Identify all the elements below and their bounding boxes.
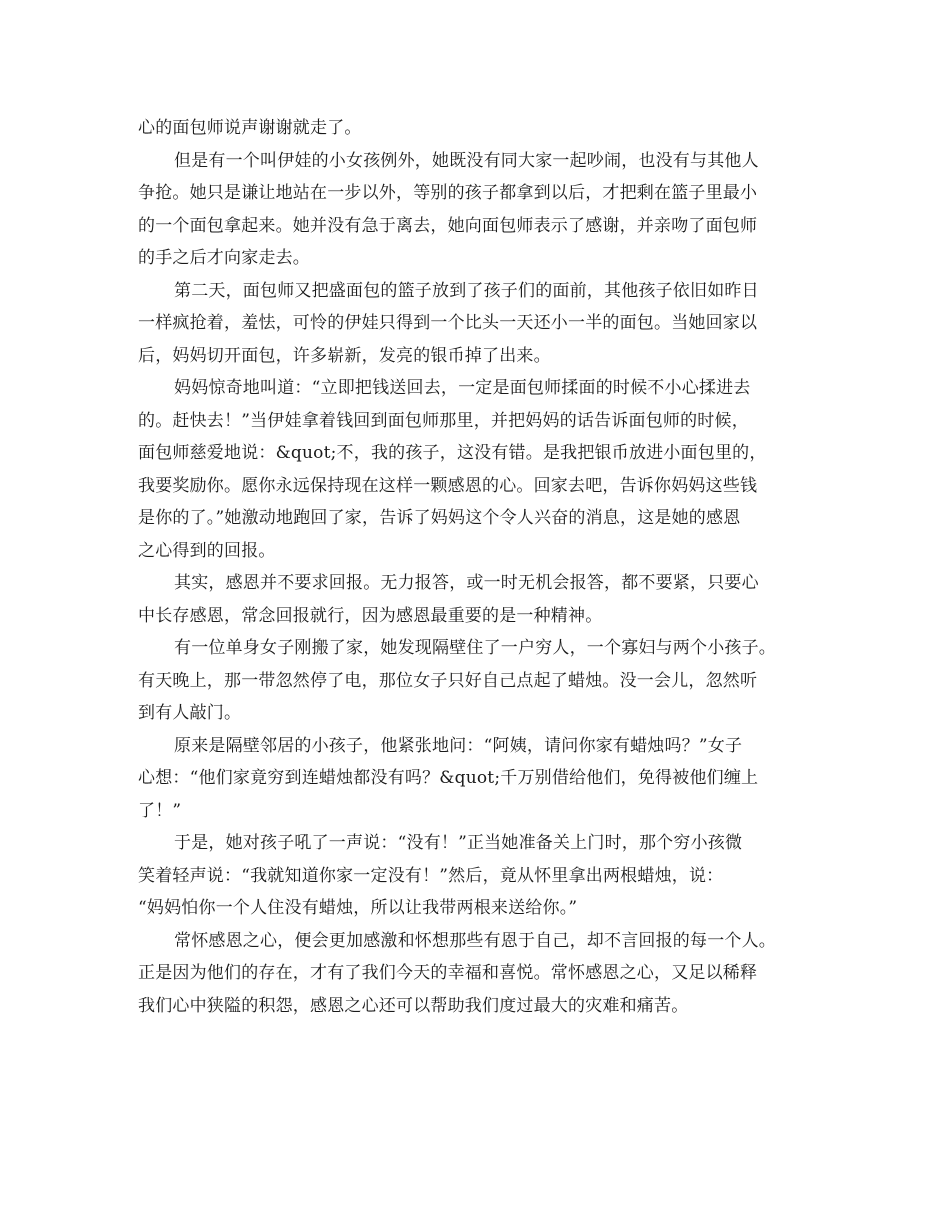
text-line: 的一个面包拿起来。她并没有急于离去，她向面包师表示了感谢，并亲吻了面包师 [138, 215, 758, 236]
text-line: 一样疯抢着，羞怯，可怜的伊娃只得到一个比头一天还小一半的面包。当她回家以 [138, 313, 758, 333]
text-line: 但是有一个叫伊娃的小女孩例外，她既没有同大家一起吵闹，也没有与其他人 [174, 150, 759, 171]
text-line: 我要奖励你。愿你永远保持现在这样一颗感恩的心。回家去吧，告诉你妈妈这些钱 [138, 475, 758, 496]
text-line: 于是，她对孩子吼了一声说：“没有！”正当她准备关上门时，那个穷小孩微 [174, 833, 743, 853]
text-line: 争抢。她只是谦让地站在一步以外，等别的孩子都拿到以后，才把剩在篮子里最小 [138, 183, 758, 203]
text-line: 面包师慈爱地说：&quot;不，我的孩子，这没有错。是我把银币放进小面包里的， [138, 443, 767, 463]
text-line: 心的面包师说声谢谢就走了。 [138, 118, 362, 138]
text-line: 有天晚上，那一带忽然停了电，那位女子只好自己点起了蜡烛。没一会儿，忽然听 [138, 670, 758, 691]
text-line: 心想：“他们家竟穷到连蜡烛都没有吗？&quot;千万别借给他们，免得被他们缠上 [138, 768, 759, 788]
text-line: 我们心中狭隘的积怨，感恩之心还可以帮助我们度过最大的灾难和痛苦。 [138, 995, 689, 1016]
text-line: 是你的了。”她激动地跑回了家，告诉了妈妈这个令人兴奋的消息，这是她的感恩 [138, 508, 741, 528]
text-line: 常怀感恩之心，便会更加感激和怀想那些有恩于自己，却不言回报的每一个人。 [174, 930, 776, 951]
document-body [138, 112, 818, 1022]
text-line: 第二天，面包师又把盛面包的篮子放到了孩子们的面前，其他孩子依旧如昨日 [174, 280, 759, 301]
text-line: 有一位单身女子刚搬了家，她发现隔壁住了一户穷人，一个寡妇与两个小孩子。 [174, 638, 776, 658]
text-line: 其实，感恩并不要求回报。无力报答，或一时无机会报答，都不要紧，只要心 [174, 573, 759, 593]
text-line: 后，妈妈切开面包，许多崭新，发亮的银币掉了出来。 [138, 345, 551, 366]
text-line: “妈妈怕你一个人住没有蜡烛，所以让我带两根来送给你。” [138, 898, 578, 918]
text-line: 到有人敲门。 [138, 703, 242, 723]
text-line: 之心得到的回报。 [138, 540, 276, 561]
text-line: 的。赶快去！”当伊娃拿着钱回到面包师那里，并把妈妈的话告诉面包师的时候， [138, 410, 749, 431]
text-line: 原来是隔壁邻居的小孩子，他紧张地问：“阿姨，请问你家有蜡烛吗？”女子 [174, 735, 743, 756]
text-line: 中长存感恩，常念回报就行，因为感恩最重要的是一种精神。 [138, 605, 603, 626]
text-line: 笑着轻声说：“我就知道你家一定没有！”然后，竟从怀里拿出两根蜡烛，说： [138, 865, 724, 886]
text-line: 妈妈惊奇地叫道：“立即把钱送回去，一定是面包师揉面的时候不小心揉进去 [174, 378, 751, 398]
text-line: 正是因为他们的存在，才有了我们今天的幸福和喜悦。常怀感恩之心，又足以稀释 [138, 963, 758, 983]
text-line: 的手之后才向家走去。 [138, 248, 310, 268]
text-line: 了！” [138, 800, 182, 821]
